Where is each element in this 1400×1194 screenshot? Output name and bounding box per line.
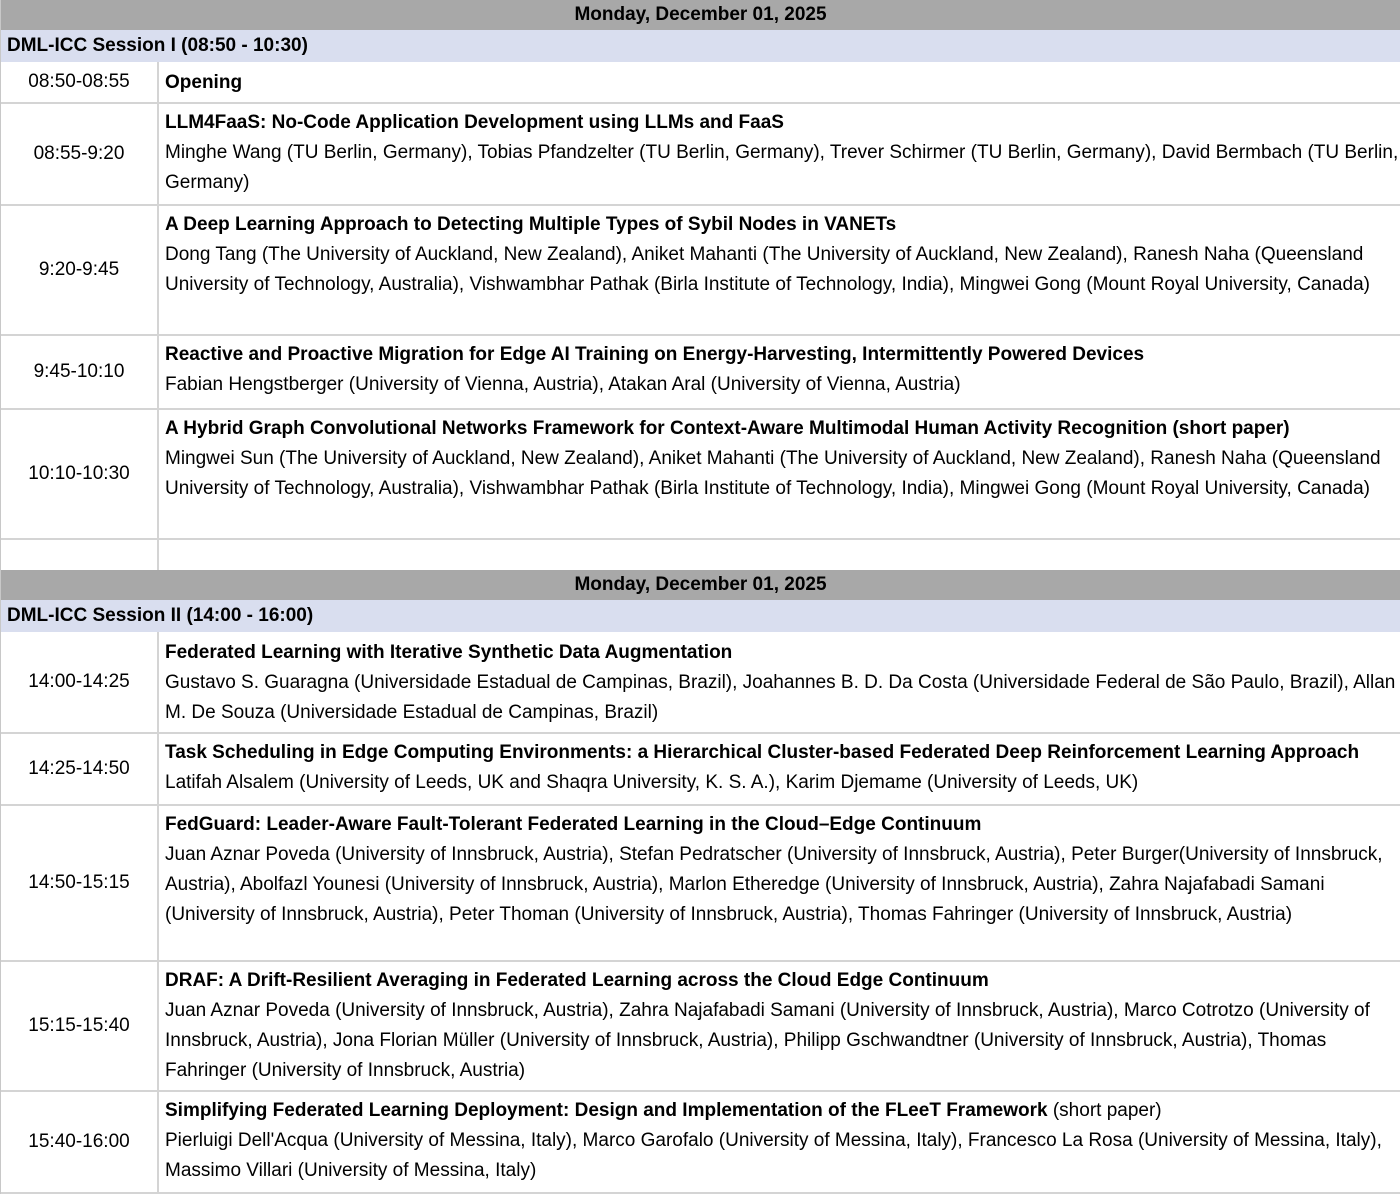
paper-authors: Juan Aznar Poveda (University of Innsbruck, Austria), Stefan Pedratscher (University of Innsbruck, Austria), Peter Burger(University of Innsbruck, Austria), Abolfazl Younesi (University of Innsbruck, Austria), Marlon Etheredge (University of Innsbruck, Austria), Zahra Najafabadi Samani (University of Innsbruck, Austria), Peter Thoman (University of Innsbruck, Austria), Thomas Fahringer (University of Innsbruck, Austria) [165,844,1383,925]
entry-cell [159,336,1400,408]
paper-authors: Dong Tang (The University of Auckland, New Zealand), Aniket Mahanti (The University of Auckland, New Zealand), Ranesh Naha (Queensland University of Technology, Australia), Vishwambhar Pathak (Birla Institute of Technology, India), Mingwei Gong (Mount Royal University, Canada) [165,244,1370,295]
empty-cell [1,540,159,570]
entry-cell [159,632,1400,732]
spacer-row [1,540,1400,570]
paper-authors: Gustavo S. Guaragna (Universidade Estadual de Campinas, Brazil), Joahannes B. D. Da Costa (Universidade Federal de São Paulo, Brazil), Allan M. De Souza (Universidade Estadual de Campinas, Brazil) [165,672,1396,723]
paper-authors: Pierluigi Dell'Acqua (University of Messina, Italy), Marco Garofalo (University of Messina, Italy), Francesco La Rosa (University of Messina, Italy), Massimo Villari (University of Messina, Italy) [165,1130,1382,1181]
schedule-row [1,104,1400,206]
session-title: DML-ICC Session I (08:50 - 10:30) [1,30,1400,62]
entry-cell [159,806,1400,960]
schedule-row [1,962,1400,1092]
schedule-row [1,806,1400,962]
time-cell: 08:55-9:20 [1,104,159,204]
time-cell: 14:50-15:15 [1,806,159,960]
paper-title: LLM4FaaS: No-Code Application Development using LLMs and FaaS [165,112,784,133]
paper-title: FedGuard: Leader-Aware Fault-Tolerant Federated Learning in the Cloud–Edge Continuum [165,814,982,835]
paper-title-line [165,1096,1400,1126]
entry-cell [159,962,1400,1090]
schedule-row [1,734,1400,806]
schedule-row [1,336,1400,410]
time-cell: 14:25-14:50 [1,734,159,804]
schedule-row [1,62,1400,104]
paper-authors: Juan Aznar Poveda (University of Innsbruck, Austria), Zahra Najafabadi Samani (University of Innsbruck, Austria), Marco Cotrotzo (University of Innsbruck, Austria), Jona Florian Müller (University of Innsbruck, Austria), Philipp Gschwandtner (University of Innsbruck, Austria), Thomas Fahringer (University of Innsbruck, Austria) [165,1000,1370,1081]
paper-title: A Hybrid Graph Convolutional Networks Framework for Context-Aware Multimodal Human Activity Recognition (short paper) [165,418,1290,439]
time-cell: 9:20-9:45 [1,206,159,334]
paper-authors: Mingwei Sun (The University of Auckland, New Zealand), Aniket Mahanti (The University of Auckland, New Zealand), Ranesh Naha (Queensland University of Technology, Australia), Vishwambhar Pathak (Birla Institute of Technology, India), Mingwei Gong (Mount Royal University, Canada) [165,448,1381,499]
entry-cell [159,410,1400,538]
time-cell: 9:45-10:10 [1,336,159,408]
entry-cell [159,1092,1400,1192]
entry-cell [159,734,1400,804]
schedule-row [1,632,1400,734]
day-header: Monday, December 01, 2025 [1,0,1400,30]
time-cell: 14:00-14:25 [1,632,159,732]
time-cell: 15:15-15:40 [1,962,159,1090]
paper-note: (short paper) [1047,1100,1162,1121]
schedule-row [1,410,1400,540]
paper-title: Federated Learning with Iterative Synthetic Data Augmentation [165,642,733,663]
session-title: DML-ICC Session II (14:00 - 16:00) [1,600,1400,632]
paper-authors: Minghe Wang (TU Berlin, Germany), Tobias Pfandzelter (TU Berlin, Germany), Trever Schirmer (TU Berlin, Germany), David Bermbach (TU Berlin, Germany) [165,142,1399,193]
paper-title: Simplifying Federated Learning Deployment: Design and Implementation of the FLeeT Framework [165,1100,1048,1121]
empty-cell [159,540,1400,570]
schedule-row [1,1092,1400,1194]
paper-title: Reactive and Proactive Migration for Edge AI Training on Energy-Harvesting, Intermittently Powered Devices [165,344,1145,365]
paper-title: DRAF: A Drift-Resilient Averaging in Federated Learning across the Cloud Edge Continuum [165,970,989,991]
time-cell: 10:10-10:30 [1,410,159,538]
entry-cell [159,62,1400,102]
paper-authors: Fabian Hengstberger (University of Vienna, Austria), Atakan Aral (University of Vienna, Austria) [165,374,961,395]
paper-title: Task Scheduling in Edge Computing Environments: a Hierarchical Cluster-based Federated Deep Reinforcement Learning Approach [165,742,1360,763]
day-header: Monday, December 01, 2025 [1,570,1400,600]
entry-cell [159,104,1400,204]
entry-cell [159,206,1400,334]
time-cell: 08:50-08:55 [1,62,159,102]
paper-title: Opening [165,72,243,93]
schedule-row [1,206,1400,336]
paper-title: A Deep Learning Approach to Detecting Multiple Types of Sybil Nodes in VANETs [165,214,897,235]
paper-authors: Latifah Alsalem (University of Leeds, UK and Shaqra University, K. S. A.), Karim Djemame (University of Leeds, UK) [165,772,1139,793]
time-cell: 15:40-16:00 [1,1092,159,1192]
